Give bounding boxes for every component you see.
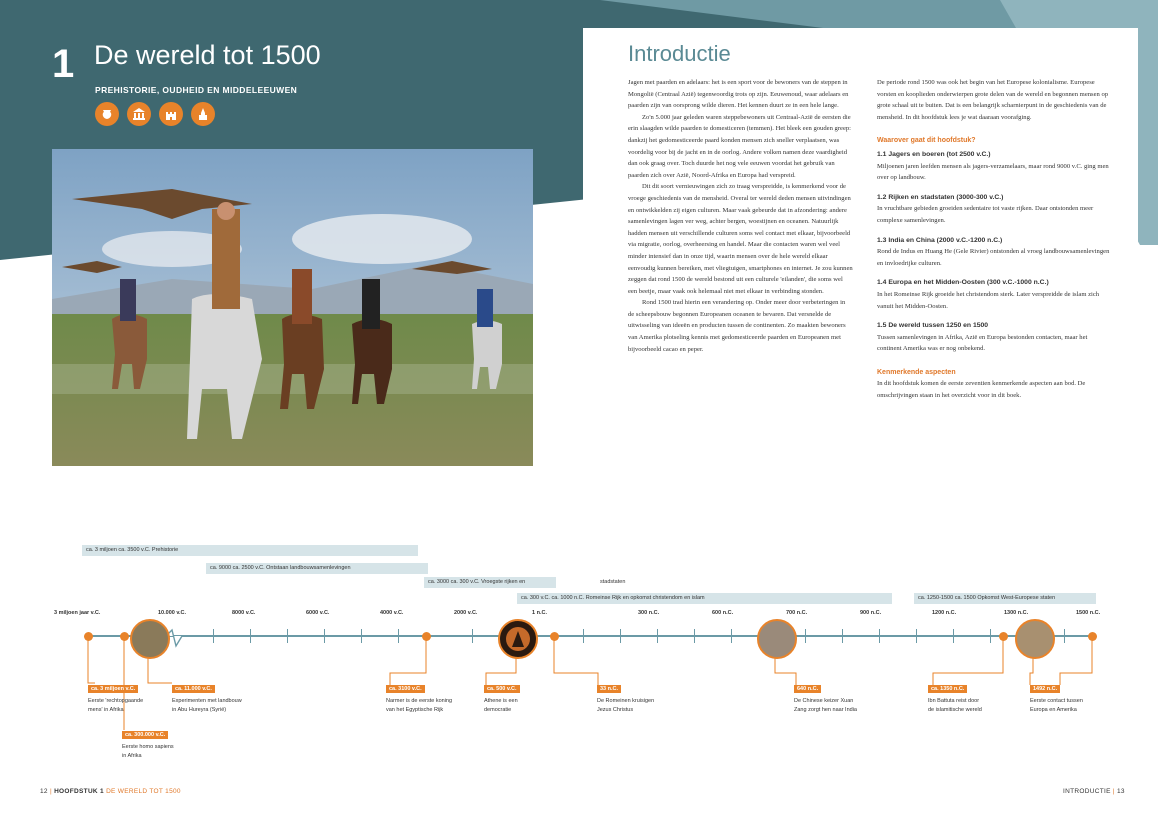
chapter-item-title: 1.4 Europa en het Midden-Oosten (300 v.C.-1000 n.C.)	[877, 279, 1049, 287]
event-text: Athene is een	[484, 698, 518, 704]
chapter-item-body: Tussen samenlevingen in Afrika, Azië en Europa bestonden contacten, maar het continent Amerika was er nog onbekend.	[877, 333, 1088, 353]
tick-label: 1300 n.C.	[1004, 610, 1029, 616]
event-date: ca. 11.000 v.C.	[172, 685, 215, 693]
tick-label: 3 miljoen jaar v.C.	[54, 610, 101, 616]
event-dot	[84, 632, 93, 641]
intro-title: Introductie	[628, 41, 731, 66]
tick-label: 1200 n.C.	[932, 610, 957, 616]
event-text: Experimenten met landbouw	[172, 698, 242, 704]
event-date: ca. 3 miljoen v.C.	[88, 685, 138, 693]
event-dot	[999, 632, 1008, 641]
period-bar-states: ca. 1250-1500 ca. 1500 Opkomst West-Europese staten	[914, 593, 1096, 604]
intro-paragraph: Jagen met paarden en adelaars: het is een sport voor de bewoners van de steppen in Mongolië (Centraal Azië) tegenwoordig trots op zijn. Eeuwenoud, waar adelaars en paarden zijn van oorsprong wilde dieren. Het kennen duurt ze in een hele lange.	[628, 79, 849, 110]
tick-label: 700 n.C.	[786, 610, 808, 616]
chapter-item-body: Miljoenen jaren leefden mensen als jagers-verzamelaars, maar rond 9000 v.C. ging men over op landbouw.	[877, 162, 1109, 182]
footer-chapter-title: DE WERELD TOT 1500	[106, 788, 181, 795]
chapter-title: De wereld tot 1500	[94, 40, 321, 70]
event-text: Jezus Christus	[597, 707, 634, 713]
event-text: Europa en Amerika	[1030, 707, 1077, 713]
tick-label: 10.000 v.C.	[158, 610, 187, 616]
tick-label: 6000 v.C.	[306, 610, 330, 616]
event-image-circle	[757, 619, 797, 659]
tick-label: 2000 v.C.	[454, 610, 478, 616]
event-text: in Abu Hureyra (Syrië)	[172, 707, 227, 713]
event-dot	[550, 632, 559, 641]
period-bar-empires: ca. 3000 ca. 300 v.C. Vroegste rijken en	[424, 577, 556, 588]
event-date: ca. 500 v.C.	[484, 685, 520, 693]
tick-label: 4000 v.C.	[380, 610, 404, 616]
event-dot	[120, 632, 129, 641]
footer-left: 12 | HOOFDSTUK 1 DE WERELD TOT 1500	[40, 788, 181, 795]
tick-label: 900 n.C.	[860, 610, 882, 616]
event-date: 33 n.C.	[597, 685, 621, 693]
page-number-right: 13	[1116, 788, 1125, 795]
tick-label: 8000 v.C.	[232, 610, 256, 616]
chapter-item-body: In het Romeinse Rijk groeide het christendom sterk. Later verspreidde de islam zich vanuit het Midden-Oosten.	[877, 290, 1100, 310]
event-text: Zang zorgt hen naar India	[794, 707, 857, 713]
period-bar-agriculture: ca. 9000 ca. 2500 v.C. Ontstaan landbouwsamenlevingen	[206, 563, 428, 574]
event-text: Ibn Battuta reist door	[928, 698, 980, 704]
period-bar-prehistory: ca. 3 miljoen ca. 3500 v.C. Prehistorie	[82, 545, 418, 556]
aspects-heading: Kenmerkende aspecten	[877, 368, 956, 376]
event-image-circle	[498, 619, 538, 659]
tick-label: 600 n.C.	[712, 610, 734, 616]
intro-paragraph: Zo'n 5.000 jaar geleden waren steppebewoners uit Centraal-Azië de eersten die erin slaagden wilde paarden te domesticeren (temmen). Het bleek een gouden greep: dankzij het gedomesticeerde paard konden mensen zich sneller verplaatsen, was voordelig voor bij de jacht en in de oorlog. Andere volken namen deze vaardigheid dan ook graag over. Toch duurde het nog vele eeuwen voordat het gebruik van paarden zich over Azië, Noord-Afrika en Europa had verspreid.	[628, 113, 851, 179]
event-text: Eerste contact tussen	[1030, 698, 1083, 704]
event-text: in Afrika	[122, 753, 142, 759]
footer-right: INTRODUCTIE | 13	[1063, 788, 1125, 795]
chapter-item-title: 1.2 Rijken en stadstaten (3000-300 v.C.)	[877, 193, 1004, 201]
chapter-item-body: Rond de Indus en Huang He (Gele Rivier) ontstonden al vroeg landbouwsamenlevingen en invloedrijke culturen.	[877, 248, 1110, 267]
event-text: Eerste 'rechtopgaande	[88, 698, 144, 704]
event-text: De Chinese keizer Xuan	[794, 698, 854, 704]
aspects-body: In dit hoofdstuk komen de eerste zeventien kenmerkende aspecten aan bod. De omschrijvingen staan in het overzicht voor in dit boek.	[877, 380, 1086, 400]
chapter-number: 1	[52, 42, 75, 86]
tick-label: 1 n.C.	[532, 610, 547, 616]
intro-paragraph: Dit dit soort vernieuwingen zich zo traag verspreidde, is kenmerkend voor de vroege geschiedenis van de mensheid. Overal ter wereld deden mensen uitvindingen en ontwikkelden zij eigen culturen. Maar vaak gebeurde dat in afzondering: andere samenlevingen lagen ver weg, achter bergen, woestijnen en oceanen. Natuurlijk hadden mensen uit verschillende culturen soms wel contact met elkaar, bijvoorbeeld via migratie, oorlog, overheersing en handel. Maar die contacten waren wel veel minder intensief dan in onze tijd, waarin mensen over de hele wereld elkaar eenvoudig kunnen bereiken, met vliegtuigen, smartphones en internet. Je zou kunnen zeggen dat rond 1500 de wereld bestond uit een culturele 'eilanden', die soms wel een beetje, maar vaak ook helemaal niet met elkaar in verbinding stonden.	[628, 183, 853, 295]
period-bar-empires-cont: stadstaten	[600, 579, 626, 585]
event-text: mens' in Afrika	[88, 707, 124, 713]
chapter-item-title: 1.5 De wereld tussen 1250 en 1500	[877, 322, 989, 330]
tick-label: 1500 n.C.	[1076, 610, 1101, 616]
event-dot	[422, 632, 431, 641]
chapter-item-title: 1.3 India en China (2000 v.C.-1200 n.C.)	[877, 236, 1003, 244]
event-text: democratie	[484, 707, 512, 713]
event-date: ca. 1350 n.C.	[928, 685, 967, 693]
event-date: ca. 3100 v.C.	[386, 685, 425, 693]
period-bar-rome: ca. 300 v.C. ca. 1000 n.C. Romeinse Rijk en opkomst christendom en islam	[517, 593, 892, 604]
chapter-item-title: 1.1 Jagers en boeren (tot 2500 v.C.)	[877, 150, 991, 158]
chapter-subtitle: PREHISTORIE, OUDHEID EN MIDDELEEUWEN	[95, 85, 298, 95]
event-text: de islamitische wereld	[928, 707, 982, 713]
footer-chapter: HOOFDSTUK 1	[54, 788, 104, 795]
intro-paragraph: Rond 1500 trad hierin een verandering op. Onder meer door verbeteringen in de scheepsbouw begonnen Europeanen oceanen te bevaren. Dat versnelde de uitwisseling van ideeën en producten tussen de continenten. Zo maakten bewoners van Amerika plotseling kennis met gedomesticeerde paarden en Europeanen met bijvoorbeeld cacao en peper.	[628, 299, 846, 353]
event-image-circle	[130, 619, 170, 659]
intro-paragraph: De periode rond 1500 was ook het begin van het Europese kolonialisme. Europese vorsten en kooplieden onderwierpen grote delen van de wereld en begonnen mensen op grote schaal uit te buiten. Dat is een belangrijk scharnierpunt in de geschiedenis van de mensheid. In dit hoofdstuk lees je wat daaraan voorafging.	[877, 79, 1109, 121]
footer-section: INTRODUCTIE	[1063, 788, 1111, 795]
event-dot	[1088, 632, 1097, 641]
page-number-left: 12	[40, 788, 48, 795]
event-image-circle	[1015, 619, 1055, 659]
event-date: ca. 300.000 v.C.	[122, 731, 168, 739]
event-date: 1492 n.C.	[1030, 685, 1060, 693]
tick-label: 300 n.C.	[638, 610, 660, 616]
chapter-item-body: In vruchtbare gebieden groeiden sedentaire tot vaste rijken. Daar ontstonden meer complexe samenlevingen.	[877, 205, 1094, 224]
event-text: Narmer is de eerste koning	[386, 698, 453, 704]
event-date: 640 n.C.	[794, 685, 821, 693]
event-text: Eerste homo sapiens	[122, 744, 174, 750]
section-heading: Waarover gaat dit hoofdstuk?	[877, 137, 976, 145]
event-text: De Romeinen kruisigen	[597, 698, 655, 704]
event-text: van het Egyptische Rijk	[386, 707, 444, 713]
